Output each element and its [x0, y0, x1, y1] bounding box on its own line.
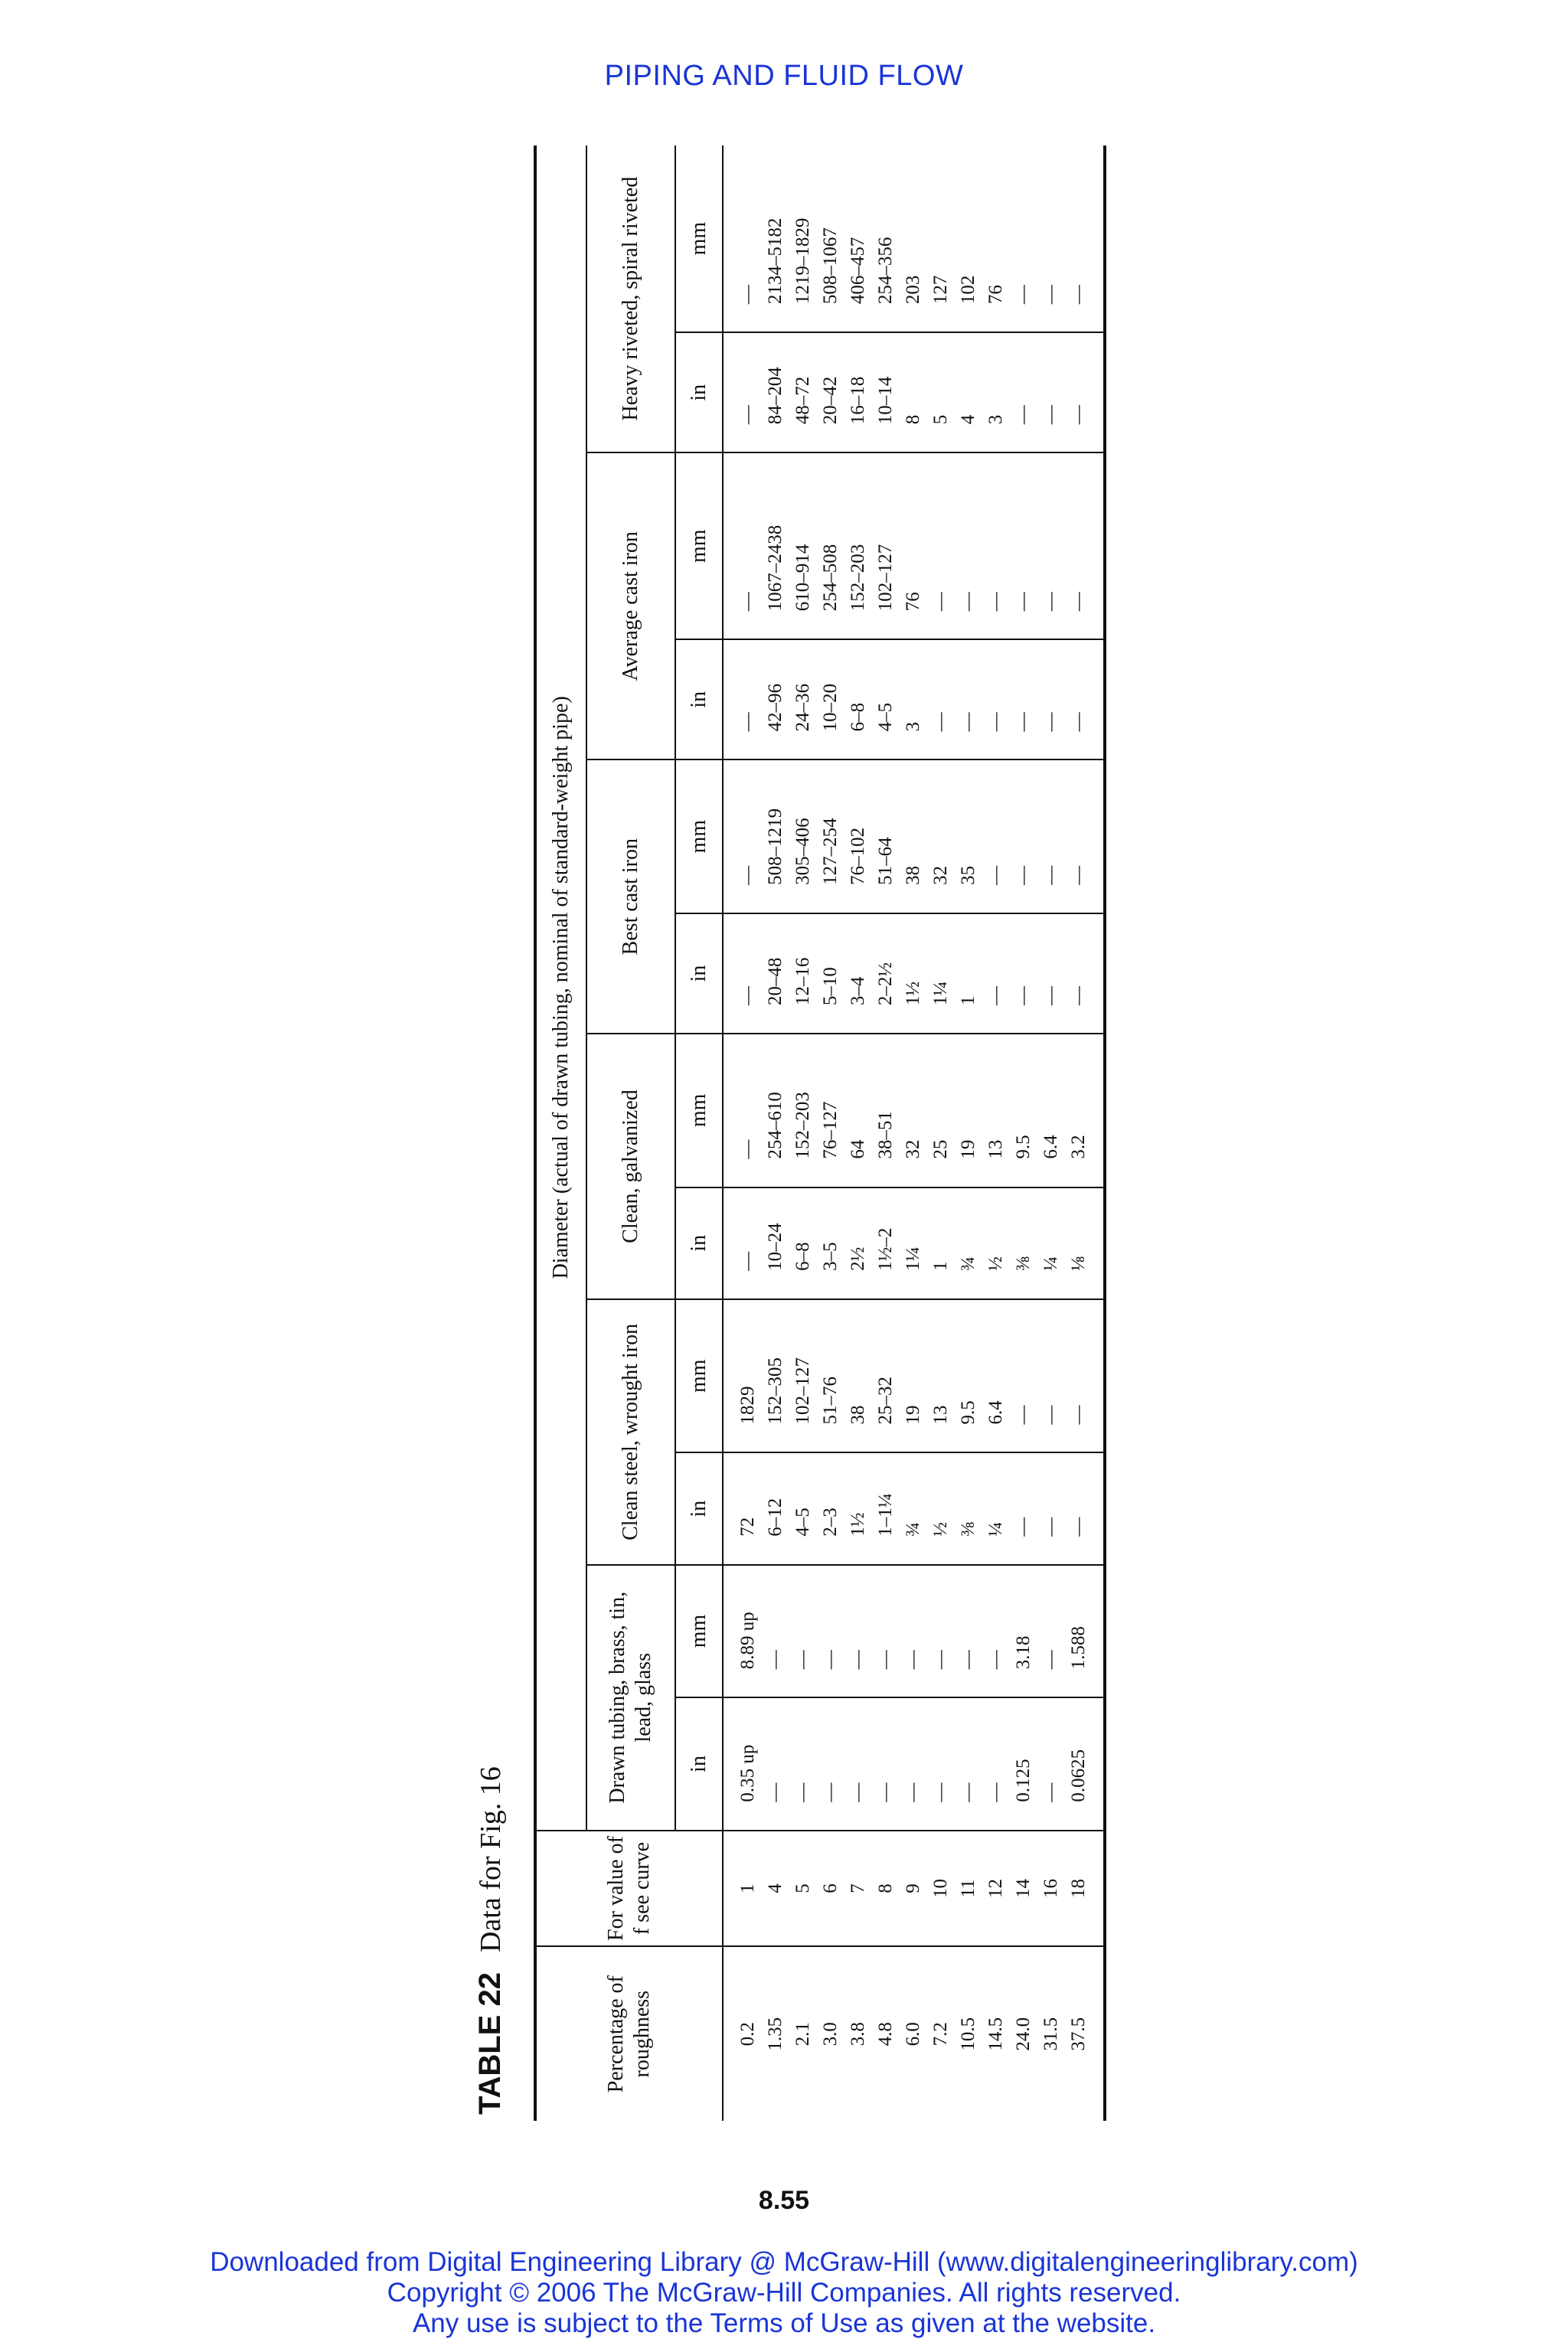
table-label: TABLE 22	[473, 1972, 507, 2115]
diameter-cell: 72	[723, 1452, 762, 1564]
curve-cell: 11	[955, 1831, 982, 1947]
diameter-cell: 76–102	[844, 760, 872, 913]
diameter-cell: —	[762, 1697, 789, 1830]
diameter-cell: 1½	[844, 1452, 872, 1564]
unit-mm: mm	[675, 452, 723, 639]
diameter-cell: 24–36	[789, 639, 817, 760]
diameter-cell: 1	[927, 1187, 955, 1299]
table-body	[723, 145, 1105, 2121]
curve-cell: 9	[900, 1831, 927, 1947]
diameter-cell: 6–12	[762, 1452, 789, 1564]
diameter-cell: —	[844, 1565, 872, 1697]
diameter-cell: —	[817, 1565, 844, 1697]
diameter-cell: 4	[955, 332, 982, 452]
roughness-cell: 6.0	[903, 2022, 923, 2047]
diameter-cell: —	[955, 1565, 982, 1697]
diameter-cell: 3–5	[817, 1187, 844, 1299]
diameter-cell: 84–204	[762, 332, 789, 452]
diameter-cell: 76	[900, 452, 927, 639]
group-header: Heavy riveted, spiral riveted	[586, 145, 675, 452]
diameter-cell: —	[1010, 639, 1037, 760]
unit-in: in	[675, 913, 723, 1034]
roughness-cell: 31.5	[1040, 2017, 1061, 2051]
diameter-cell: —	[927, 1565, 955, 1697]
diameter-cell: —	[1037, 913, 1065, 1034]
diameter-cell: 9.5	[1010, 1034, 1037, 1187]
diameter-cell: 6.4	[1037, 1034, 1065, 1187]
diameter-cell: 76–127	[817, 1034, 844, 1187]
footer-line: Copyright © 2006 The McGraw-Hill Companies. All rights reserved.	[387, 2278, 1181, 2308]
roughness-cell: 37.5	[1065, 1946, 1105, 2121]
diameter-cell: —	[1037, 1452, 1065, 1564]
table-row	[955, 145, 982, 2121]
diameter-cell: 48–72	[789, 332, 817, 452]
diameter-cell: 254–356	[872, 145, 900, 332]
diameter-cell: 3	[900, 639, 927, 760]
unit-in: in	[675, 332, 723, 452]
diameter-cell: ⅜	[955, 1452, 982, 1564]
diameter-cell: —	[982, 1565, 1010, 1697]
unit-in: in	[675, 639, 723, 760]
diameter-cell: ¼	[982, 1452, 1010, 1564]
diameter-cell: —	[723, 332, 762, 452]
diameter-cell: 6.4	[982, 1299, 1010, 1453]
diameter-cell: 8	[900, 332, 927, 452]
diameter-cell: —	[1037, 760, 1065, 913]
diameter-cell: 0.125	[1010, 1697, 1037, 1830]
diameter-cell: —	[872, 1565, 900, 1697]
diameter-cell: —	[982, 639, 1010, 760]
diameter-cell: —	[1065, 332, 1105, 452]
curve-cell: 14	[1010, 1831, 1037, 1947]
unit-mm: mm	[675, 1299, 723, 1453]
diameter-cell: 42–96	[762, 639, 789, 760]
diameter-cell: 25	[927, 1034, 955, 1187]
diameter-cell: —	[1037, 639, 1065, 760]
diameter-cell: —	[1065, 639, 1105, 760]
diameter-cell: 25–32	[872, 1299, 900, 1453]
diameter-cell: 127	[927, 145, 955, 332]
diameter-cell: 254–610	[762, 1034, 789, 1187]
unit-mm: mm	[675, 760, 723, 913]
diameter-cell: 51–76	[817, 1299, 844, 1453]
diameter-cell: 2134–5182	[762, 145, 789, 332]
diameter-cell: —	[1010, 332, 1037, 452]
diameter-cell: 3.2	[1065, 1034, 1105, 1187]
diameter-cell: —	[900, 1565, 927, 1697]
diameter-cell: 32	[900, 1034, 927, 1187]
diameter-cell: —	[982, 452, 1010, 639]
diameter-cell: 38–51	[872, 1034, 900, 1187]
table-row	[1037, 145, 1065, 2121]
table-row	[1010, 145, 1037, 2121]
diameter-cell: —	[723, 1034, 762, 1187]
diameter-cell: 20–48	[762, 913, 789, 1034]
diameter-cell: 254–508	[817, 452, 844, 639]
diameter-cell: —	[900, 1697, 927, 1830]
diameter-cell: 203	[900, 145, 927, 332]
diameter-cell: 152–305	[762, 1299, 789, 1453]
diameter-cell: 1½–2	[872, 1187, 900, 1299]
group-header: Drawn tubing, brass, tin, lead, glass	[586, 1565, 675, 1831]
table-row	[1065, 145, 1105, 2121]
diameter-cell: 152–203	[844, 452, 872, 639]
diameter-cell: 1¼	[927, 913, 955, 1034]
diameter-cell: 3	[982, 332, 1010, 452]
diameter-cell: —	[789, 1565, 817, 1697]
diameter-cell: —	[1037, 332, 1065, 452]
diameter-cell: 102–127	[789, 1299, 817, 1453]
diameter-cell: —	[789, 1697, 817, 1830]
roughness-cell: 3.8	[848, 2022, 868, 2047]
diameter-cell: —	[1065, 1452, 1105, 1564]
diameter-cell: 2½	[844, 1187, 872, 1299]
diameter-cell: 10–14	[872, 332, 900, 452]
diameter-cell: —	[1037, 1565, 1065, 1697]
unit-mm: mm	[675, 1565, 723, 1697]
group-header: Clean, galvanized	[586, 1034, 675, 1299]
diameter-cell: 4–5	[789, 1452, 817, 1564]
curve-cell: 5	[789, 1831, 817, 1947]
diameter-cell: 2–3	[817, 1452, 844, 1564]
diameter-cell: —	[1065, 913, 1105, 1034]
diameter-cell: —	[927, 1697, 955, 1830]
diameter-cell: 3.18	[1010, 1565, 1037, 1697]
diameter-cell: 19	[955, 1034, 982, 1187]
diameter-cell: 102	[955, 145, 982, 332]
table-title: Data for Fig. 16	[475, 1766, 507, 1953]
diameter-cell: —	[927, 639, 955, 760]
diameter-cell: 6–8	[844, 639, 872, 760]
curve-cell: 12	[982, 1831, 1010, 1947]
table-row	[723, 145, 762, 2121]
diameter-cell: 32	[927, 760, 955, 913]
diameter-cell: 13	[927, 1299, 955, 1453]
diameter-cell: 8.89 up	[723, 1565, 762, 1697]
diameter-cell: 10–20	[817, 639, 844, 760]
diameter-cell: —	[955, 1697, 982, 1830]
roughness-cell: 14.5	[985, 2017, 1006, 2051]
group-header: Average cast iron	[586, 452, 675, 760]
table-row	[844, 145, 872, 2121]
diameter-cell: —	[927, 452, 955, 639]
diameter-cell: —	[955, 639, 982, 760]
rotated-table-block	[463, 145, 1351, 2121]
diameter-cell: 1.588	[1065, 1565, 1105, 1697]
diameter-cell: 1067–2438	[762, 452, 789, 639]
unit-in: in	[675, 1452, 723, 1564]
diameter-cell: 610–914	[789, 452, 817, 639]
diameter-cell: —	[1010, 452, 1037, 639]
diameter-cell: —	[844, 1697, 872, 1830]
diameter-cell: ⅛	[1065, 1187, 1105, 1299]
running-head: PIPING AND FLUID FLOW	[604, 60, 964, 92]
diameter-cell: —	[1065, 452, 1105, 639]
roughness-cell: 10.5	[958, 2017, 978, 2051]
diameter-cell: —	[1010, 913, 1037, 1034]
table-row	[982, 145, 1010, 2121]
diameter-cell: —	[723, 913, 762, 1034]
diameter-cell: 20–42	[817, 332, 844, 452]
diameter-cell: —	[723, 1187, 762, 1299]
diameter-cell: 76	[982, 145, 1010, 332]
diameter-cell: 0.35 up	[723, 1697, 762, 1830]
table-row	[927, 145, 955, 2121]
diameter-cell: —	[982, 913, 1010, 1034]
diameter-cell: 5–10	[817, 913, 844, 1034]
diameter-cell: —	[955, 452, 982, 639]
group-header: Clean steel, wrought iron	[586, 1299, 675, 1565]
roughness-cell: 2.1	[792, 2022, 813, 2047]
diameter-cell: —	[723, 639, 762, 760]
diameter-cell: 3–4	[844, 913, 872, 1034]
diameter-cell: 64	[844, 1034, 872, 1187]
diameter-cell: —	[762, 1565, 789, 1697]
diameter-cell: 1–1¼	[872, 1452, 900, 1564]
diameter-cell: —	[1010, 145, 1037, 332]
diameter-cell: —	[1065, 145, 1105, 332]
diameter-cell: 508–1219	[762, 760, 789, 913]
table-row	[872, 145, 900, 2121]
curve-cell: 1	[723, 1831, 762, 1947]
table-row	[817, 145, 844, 2121]
curve-cell: 10	[927, 1831, 955, 1947]
diameter-cell: —	[1065, 760, 1105, 913]
diameter-cell: 1829	[723, 1299, 762, 1453]
diameter-cell: 1½	[900, 913, 927, 1034]
diameter-cell: 1219–1829	[789, 145, 817, 332]
diameter-cell: —	[1065, 1299, 1105, 1453]
roughness-cell: 0.2	[737, 2022, 758, 2047]
footer	[0, 2247, 1568, 2339]
table-row	[789, 145, 817, 2121]
diameter-cell: ⅜	[1010, 1187, 1037, 1299]
diameter-cell: —	[982, 760, 1010, 913]
diameter-cell: —	[872, 1697, 900, 1830]
curve-cell: 16	[1037, 1831, 1065, 1947]
diameter-cell: 4–5	[872, 639, 900, 760]
table-caption	[463, 1766, 517, 2115]
diameter-cell: 35	[955, 760, 982, 913]
roughness-cell: 3.0	[820, 2022, 841, 2047]
curve-cell: 4	[762, 1831, 789, 1947]
curve-cell: 18	[1065, 1831, 1105, 1947]
diameter-cell: 406–457	[844, 145, 872, 332]
diameter-cell: 38	[844, 1299, 872, 1453]
diameter-cell: 0.0625	[1065, 1697, 1105, 1830]
data-table	[534, 145, 1106, 2121]
roughness-cell: 1.35	[765, 2017, 786, 2051]
curve-cell: 7	[844, 1831, 872, 1947]
roughness-cell: 4.8	[875, 2022, 896, 2047]
diameter-cell: —	[817, 1697, 844, 1830]
diameter-cell: ¾	[955, 1187, 982, 1299]
footer-line: Downloaded from Digital Engineering Library @ McGraw-Hill (www.digitalengineeringlibrary.com)	[210, 2247, 1358, 2277]
diameter-cell: 5	[927, 332, 955, 452]
diameter-cell: —	[1037, 145, 1065, 332]
diameter-cell: —	[1010, 1452, 1037, 1564]
table-row	[762, 145, 789, 2121]
table-row	[900, 145, 927, 2121]
unit-mm: mm	[675, 145, 723, 332]
diameter-cell: —	[1037, 1299, 1065, 1453]
unit-in: in	[675, 1187, 723, 1299]
diameter-cell: 2–2½	[872, 913, 900, 1034]
header-diameter: Diameter (actual of drawn tubing, nominal of standard-weight pipe)	[535, 145, 586, 1831]
diameter-cell: 51–64	[872, 760, 900, 913]
group-header: Best cast iron	[586, 760, 675, 1034]
roughness-cell: 24.0	[1013, 2017, 1034, 2051]
header-curve: For value of f see curve	[535, 1831, 723, 1947]
diameter-cell: ½	[982, 1187, 1010, 1299]
diameter-cell: 19	[900, 1299, 927, 1453]
diameter-cell: 38	[900, 760, 927, 913]
diameter-cell: 12–16	[789, 913, 817, 1034]
diameter-cell: 305–406	[789, 760, 817, 913]
diameter-cell: 127–254	[817, 760, 844, 913]
diameter-cell: 6–8	[789, 1187, 817, 1299]
diameter-cell: —	[723, 145, 762, 332]
header-roughness: Percentage of roughness	[535, 1946, 723, 2121]
diameter-cell: 13	[982, 1034, 1010, 1187]
diameter-cell: —	[1010, 760, 1037, 913]
diameter-cell: 9.5	[955, 1299, 982, 1453]
unit-mm: mm	[675, 1034, 723, 1187]
diameter-cell: ½	[927, 1452, 955, 1564]
diameter-cell: 102–127	[872, 452, 900, 639]
diameter-cell: ¾	[900, 1452, 927, 1564]
diameter-cell: ¼	[1037, 1187, 1065, 1299]
diameter-cell: —	[1037, 452, 1065, 639]
curve-cell: 6	[817, 1831, 844, 1947]
diameter-cell: —	[723, 452, 762, 639]
diameter-cell: —	[1037, 1697, 1065, 1830]
footer-line: Any use is subject to the Terms of Use as given at the website.	[412, 2308, 1156, 2338]
roughness-cell: 7.2	[930, 2022, 951, 2047]
diameter-cell: —	[1010, 1299, 1037, 1453]
diameter-cell: —	[723, 760, 762, 913]
curve-cell: 8	[872, 1831, 900, 1947]
diameter-cell: 10–24	[762, 1187, 789, 1299]
page-number: 8.55	[758, 2186, 810, 2215]
diameter-cell: 16–18	[844, 332, 872, 452]
diameter-cell: 1	[955, 913, 982, 1034]
unit-in: in	[675, 1697, 723, 1830]
diameter-cell: 1¼	[900, 1187, 927, 1299]
diameter-cell: —	[982, 1697, 1010, 1830]
diameter-cell: 508–1067	[817, 145, 844, 332]
diameter-cell: 152–203	[789, 1034, 817, 1187]
